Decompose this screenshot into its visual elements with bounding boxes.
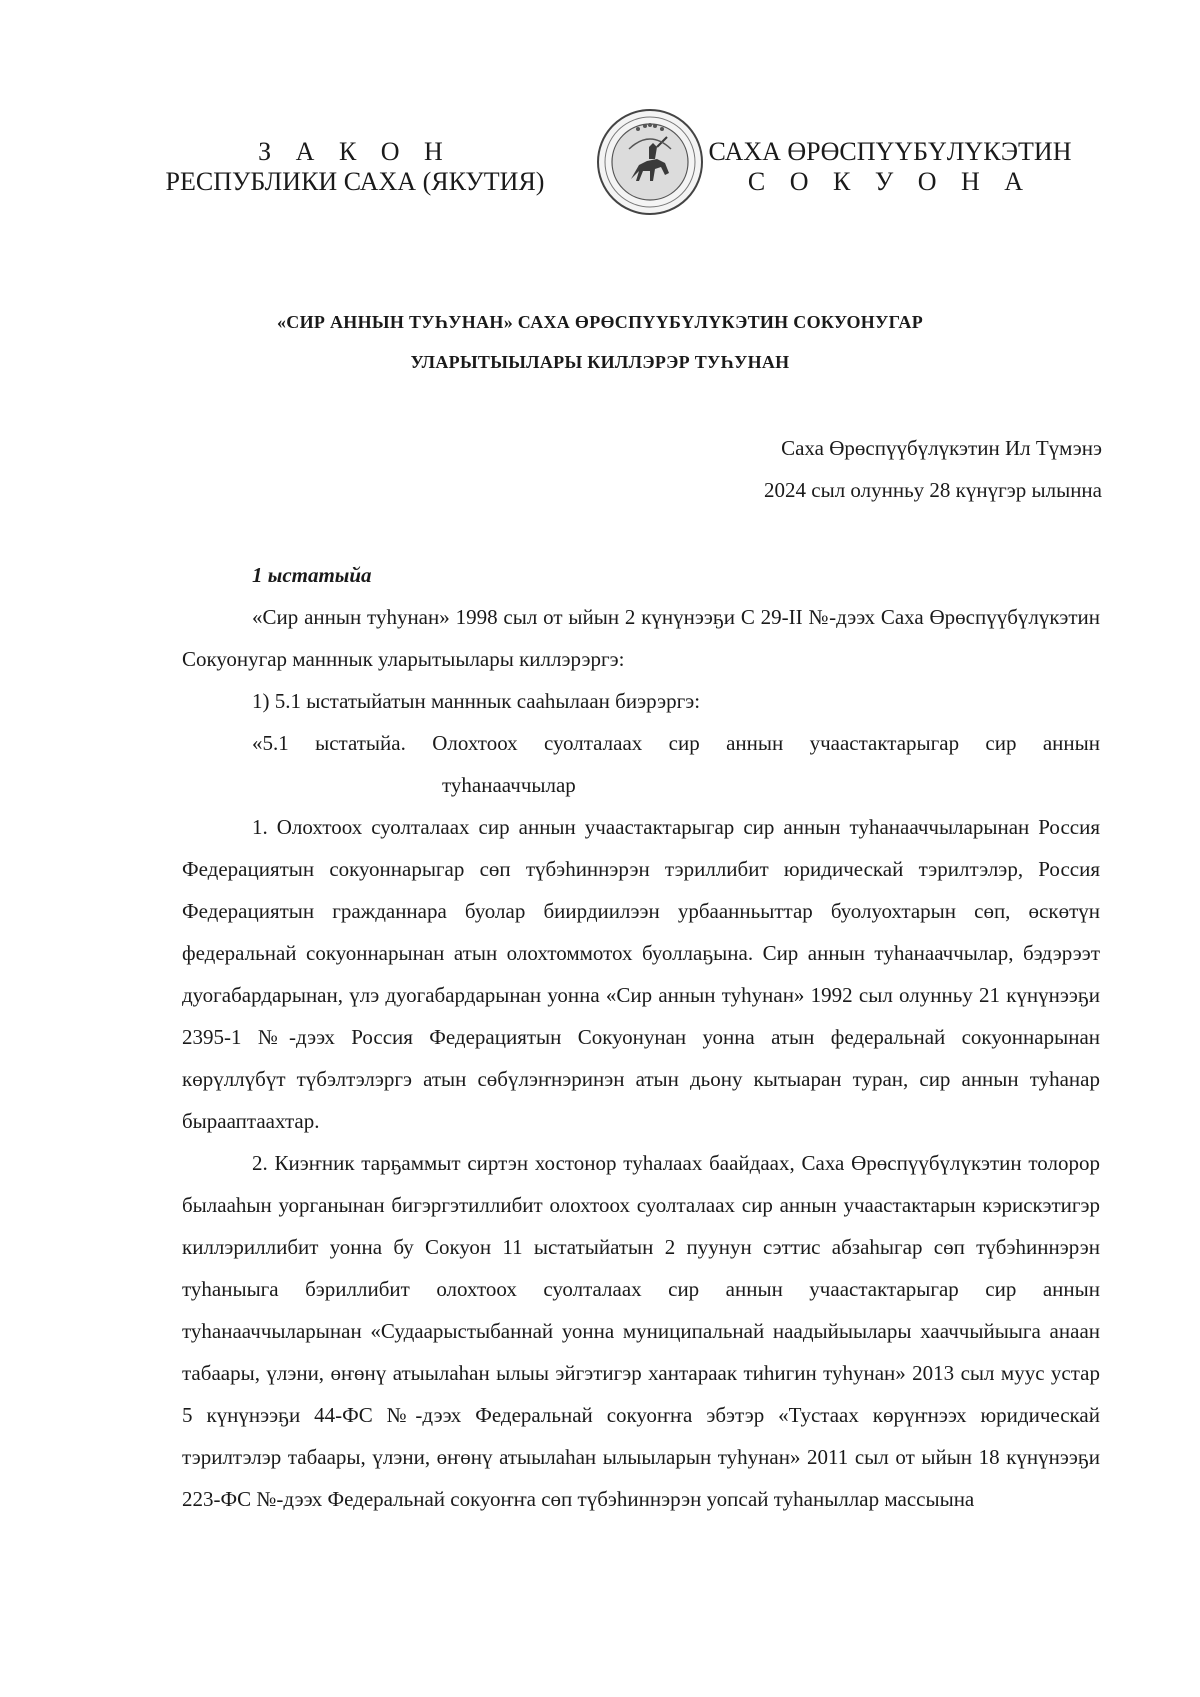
header-right-block <box>700 137 1080 197</box>
header-republic-name-sakha: САХА ӨРӨСПҮҮБҮЛҮКЭТИН <box>708 137 1072 166</box>
adoption-date: 2024 сыл олунньу 28 күнүгэр ылынна <box>764 478 1102 502</box>
coat-of-arms-emblem-icon <box>595 107 705 217</box>
document-title-line-2: УЛАРЫТЫЫЛАРЫ КИЛЛЭРЭР ТУҺУНАН <box>410 352 790 372</box>
header-left-block <box>165 137 545 197</box>
paragraph-1: 1. Олохтоох суолталаах сир аннын учаастактарыгар сир аннын туһанааччыларынан Россия Федерациятын сокуоннарыгар сөп түбэһиннэрэн тэриллибит юридическай тэрилтэлэр, Россия Федерациятын гражданнара буолар биирдиилээн урбаанньыттар буолуохтарын сөп, өскөтүн федеральнай сокуоннарынан атын олохтоммотох буоллаҕына. Сир аннын туһанааччылар, бэдэрээт дуогабардарынан, үлэ дуогабардарынан уонна «Сир аннын туһунан» 1992 сыл олунньу 21 күнүнээҕи 2395-1 №-дээх Россия Федерациятын Сокуонунан уонна атын федеральнай сокуоннарынан көрүллүбүт түбэлтэлэргэ атын сөбүлэҥнэринэн атын дьону кытыаран туран, сир аннын туһанар бырааптаахтар. <box>182 815 1100 1133</box>
paragraph-2: 2. Киэҥник тарҕаммыт сиртэн хостонор туһалаах баайдаах, Саха Өрөспүүбүлүкэтин толорор былааһын уорганынан бигэргэтиллибит олохтоох суолталаах сир аннын учаастактарын кэрискэтигэр киллэриллибит уонна бу Сокуон 11 ыстатыйатын 2 пуунун сэттис абзаһыгар сөп түбэһиннэрэн туһаныыга бэриллибит олохтоох суолталаах сир аннын учаастактарыгар сир аннын туһанааччыларынан «Судаарыстыбаннай уонна муниципальнай наадыйыылары хааччыйыыга анаан табаары, үлэни, өҥөнү атыылаһан ылыы эйгэтигэр хантараак тиһигин туһунан» 2013 сыл муус устар 5 күнүнээҕи 44-ФС №-дээх Федеральнай сокуоҥҥа эбэтэр «Тустаах көрүҥнээх юридическай тэрилтэлэр табаары, үлэни, өҥөнү атыылаһан ылыыларын туһунан» 2011 сыл от ыйын 18 күнүнээҕи 223-ФС №-дээх Федеральнай сокуоҥҥа сөп түбэһиннэрэн уопсай туһаныллар массыына <box>182 1151 1100 1511</box>
article-item-1: 1) 5.1 ыстатыйатын манннык сааһылаан биэрэргэ: <box>252 689 701 713</box>
header-law-title-sakha: С О К У О Н А <box>747 167 1033 196</box>
article-intro-paragraph: «Сир аннын туһунан» 1998 сыл от ыйын 2 күнүнээҕи С 29-II №-дээх Саха Өрөспүүбүлүкэтин Сокуонугар манннык уларытыылары киллэрэргэ: <box>182 605 1100 671</box>
header-law-title-ru: З А К О Н <box>258 137 452 166</box>
subsection-heading-line-1: «5.1 ыстатыйа. Олохтоох суолталаах сир аннын учаастактарыгар сир аннын <box>252 731 1100 755</box>
adoption-authority: Саха Өрөспүүбүлүкэтин Ил Түмэнэ <box>781 436 1102 460</box>
document-body <box>182 556 1100 1520</box>
subsection-heading-line-2: туһанааччылар <box>442 773 576 797</box>
header-republic-name-ru: РЕСПУБЛИКИ САХА (ЯКУТИЯ) <box>165 167 545 196</box>
document-title-line-1: «СИР АННЫН ТУҺУНАН» САХА ӨРӨСПҮҮБҮЛҮКЭТИН СОКУОНУГАР <box>276 312 923 332</box>
article-title: 1 ыстатыйа <box>252 563 372 587</box>
